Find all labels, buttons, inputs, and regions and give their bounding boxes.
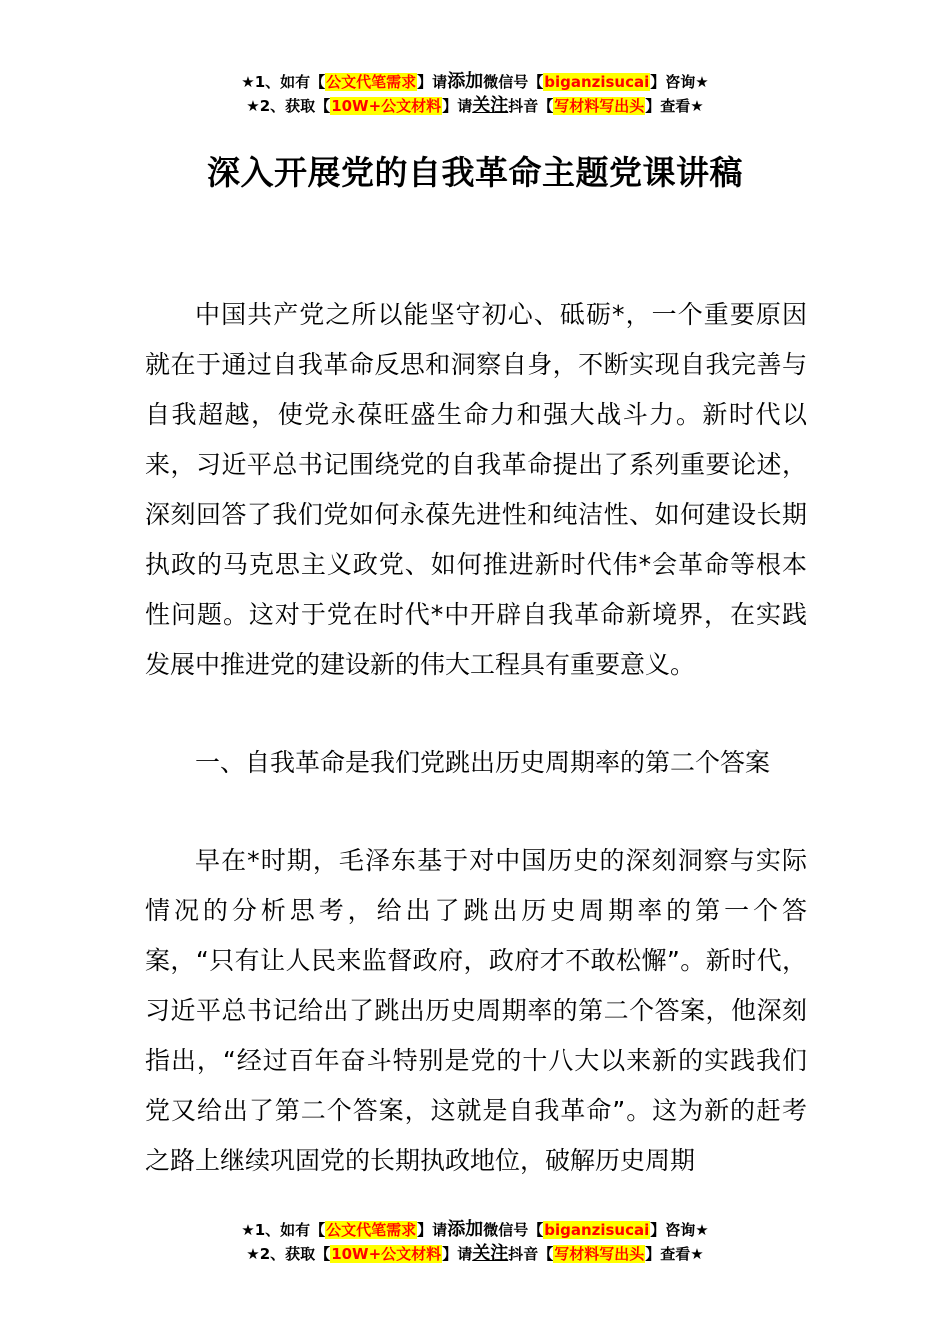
banner-text: 2、获取【: [259, 1245, 331, 1263]
banner-text: 】请: [417, 73, 448, 91]
header-banner: [0, 70, 950, 118]
section-heading-1: 一、自我革命是我们党跳出历史周期率的第二个答案: [195, 748, 771, 777]
highlight-douyin: 写材料写出头: [554, 1245, 645, 1263]
banner-text: 1、如有【: [254, 73, 326, 91]
body-paragraph-2: [145, 836, 807, 1186]
highlight-wechat-id: biganzisucai: [544, 1221, 650, 1239]
banner-text: 微信号【: [483, 1221, 544, 1239]
document-title: 深入开展党的自我革命主题党课讲稿: [207, 153, 743, 192]
highlight-douyin: 写材料写出头: [554, 97, 645, 115]
star-icon: ★: [690, 1245, 704, 1263]
banner-emphasis: 关注: [472, 95, 509, 116]
banner-text: 微信号【: [483, 73, 544, 91]
star-icon: ★: [690, 97, 704, 115]
highlight-service: 公文代笔需求: [326, 73, 417, 91]
banner-text: 1、如有【: [254, 1221, 326, 1239]
paragraph-text: 早在*时期，毛泽东基于对中国历史的深刻洞察与实际情况的分析思考，给出了跳出历史周期率的第一个答案，“只有让人民来监督政府，政府才不敢松懈”。新时代，习近平总书记给出了跳出历史周期率的第二个答案，他深刻指出，“经过百年奋斗特别是党的十八大以来新的实践我们党又给出了第二个答案，这就是自我革命”。这为新的赶考之路上继续巩固党的长期执政地位，破解历史周期: [145, 846, 807, 1175]
banner-emphasis: 添加: [447, 1219, 484, 1240]
star-icon: ★: [246, 97, 260, 115]
star-icon: ★: [241, 73, 255, 91]
banner-emphasis: 关注: [472, 1243, 509, 1264]
banner-text: 抖音【: [508, 1245, 554, 1263]
banner-line-1: [0, 1218, 950, 1242]
banner-text: 抖音【: [508, 97, 554, 115]
star-icon: ★: [695, 73, 709, 91]
banner-text: 】咨询: [650, 1221, 696, 1239]
paragraph-text: 中国共产党之所以能坚守初心、砥砺*，一个重要原因就在于通过自我革命反思和洞察自身，不断实现自我完善与自我超越，使党永葆旺盛生命力和强大战斗力。新时代以来，习近平总书记围绕党的自我革命提出了系列重要论述，深刻回答了我们党如何永葆先进性和纯洁性、如何建设长期执政的马克思主义政党、如何推进新时代伟*会革命等根本性问题。这对于党在时代*中开辟自我革命新境界，在实践发展中推进党的建设新的伟大工程具有重要意义。: [145, 300, 807, 679]
banner-line-2: [0, 1242, 950, 1266]
banner-text: 】查看: [645, 97, 691, 115]
banner-text: 】请: [442, 1245, 473, 1263]
banner-text: 】咨询: [650, 73, 696, 91]
banner-text: 】请: [417, 1221, 448, 1239]
star-icon: ★: [241, 1221, 255, 1239]
footer-banner: [0, 1218, 950, 1266]
star-icon: ★: [695, 1221, 709, 1239]
banner-line-2: [0, 94, 950, 118]
banner-text: 】请: [442, 97, 473, 115]
highlight-service: 公文代笔需求: [326, 1221, 417, 1239]
banner-text: 2、获取【: [259, 97, 331, 115]
star-icon: ★: [246, 1245, 260, 1263]
body-paragraph-1: [145, 290, 807, 690]
banner-text: 】查看: [645, 1245, 691, 1263]
highlight-wechat-id: biganzisucai: [544, 73, 650, 91]
highlight-materials: 10W+公文材料: [331, 97, 442, 115]
banner-emphasis: 添加: [447, 71, 484, 92]
banner-line-1: [0, 70, 950, 94]
highlight-materials: 10W+公文材料: [331, 1245, 442, 1263]
